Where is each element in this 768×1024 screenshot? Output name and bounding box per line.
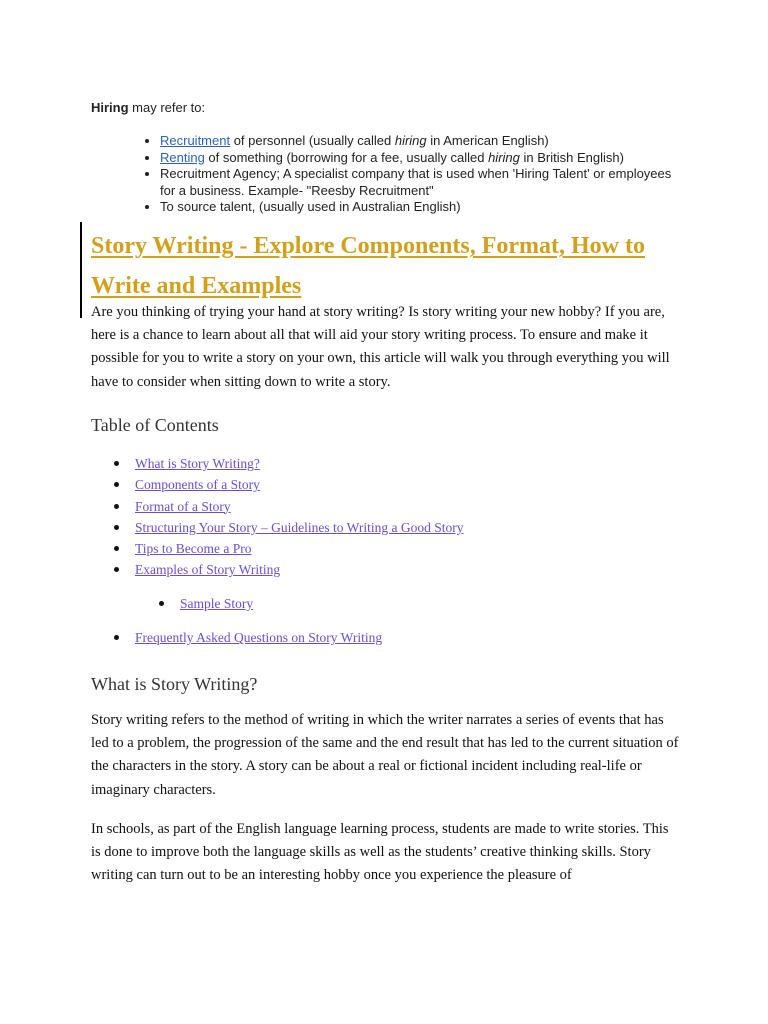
text-cursor-bar bbox=[80, 222, 82, 318]
hiring-item-renting bbox=[160, 150, 680, 167]
toc-link-format[interactable]: Format of a Story bbox=[135, 498, 231, 514]
recruitment-link[interactable]: Recruitment bbox=[160, 133, 231, 148]
bullet-icon bbox=[114, 546, 119, 551]
hiring-term: Hiring bbox=[91, 100, 129, 115]
toc-item bbox=[114, 627, 463, 648]
toc-item bbox=[114, 496, 463, 517]
hiring-item-text: of personnel (usually called bbox=[230, 133, 395, 148]
hiring-item-text: of something (borrowing for a fee, usually called bbox=[204, 149, 489, 165]
bullet-icon bbox=[114, 635, 119, 640]
hiring-item-source-talent: • To source talent, (usually used in Australian English) bbox=[160, 199, 680, 216]
hiring-list bbox=[138, 133, 680, 216]
toc-link-examples[interactable]: Examples of Story Writing bbox=[135, 562, 281, 578]
toc-subitem bbox=[159, 593, 463, 614]
toc-item bbox=[114, 538, 463, 559]
toc-link-tips[interactable]: Tips to Become a Pro bbox=[135, 541, 252, 557]
bullet-icon bbox=[159, 601, 164, 606]
toc-item bbox=[114, 474, 463, 495]
toc-link-sample-story[interactable]: Sample Story bbox=[180, 595, 254, 611]
hiring-intro-rest: may refer to: bbox=[128, 100, 206, 115]
toc-heading: Table of Contents bbox=[91, 415, 219, 435]
intro-paragraph: Are you thinking of trying your hand at story writing? Is story writing your new hobby? If you are, here is a chance to learn about all that will aid your story writing process. To ensure and make it possible for you to write a story on your own, this article will walk you through everything you will have to consider when sitting down to write a story. bbox=[91, 304, 670, 390]
toc-item bbox=[114, 559, 463, 580]
hiring-item-recruitment bbox=[160, 133, 680, 150]
bullet-icon bbox=[114, 525, 119, 530]
bullet-icon bbox=[114, 567, 119, 572]
bullet-icon bbox=[114, 461, 119, 466]
toc-link-what-is-story-writing[interactable]: What is Story Writing? bbox=[135, 456, 260, 471]
toc-link-structuring[interactable]: Structuring Your Story – Guidelines to Writing a Good Story bbox=[135, 519, 464, 535]
section-heading-what-is-story-writing: What is Story Writing? bbox=[91, 674, 258, 694]
renting-link[interactable]: Renting bbox=[160, 149, 205, 165]
toc-link-faq[interactable]: Frequently Asked Questions on Story Writing bbox=[135, 630, 383, 646]
bullet-icon bbox=[114, 504, 119, 509]
hiring-intro bbox=[91, 99, 205, 116]
toc-link-components[interactable]: Components of a Story bbox=[135, 477, 260, 493]
article-title[interactable]: Story Writing - Explore Components, Format, How to Write and Examples bbox=[91, 233, 645, 299]
bullet-icon bbox=[114, 482, 119, 487]
toc-item bbox=[114, 517, 463, 538]
hiring-item-agency: • Recruitment Agency; A specialist company that is used when 'Hiring Talent' or employees for a business. Example- "Reesby Recruitment" bbox=[160, 166, 680, 199]
hiring-item-text: in American English) bbox=[426, 133, 549, 148]
hiring-item-text: in British English) bbox=[519, 149, 624, 165]
hiring-italic: hiring bbox=[488, 149, 520, 165]
toc-item bbox=[114, 453, 463, 474]
table-of-contents bbox=[114, 453, 463, 648]
hiring-italic: hiring bbox=[394, 133, 427, 148]
schools-paragraph: In schools, as part of the English language learning process, students are made to write stories. This is done to improve both the language skills as well as the students’ creative thinking skills. Story writing can turn out to be an interesting hobby once you experience the pleasure of bbox=[91, 821, 669, 884]
definition-paragraph: Story writing refers to the method of writing in which the writer narrates a series of events that has led to a problem, the progression of the same and the end result that has led to the current situation of the characters in the story. A story can be about a real or fictional incident including real-life or imaginary characters. bbox=[91, 712, 679, 798]
